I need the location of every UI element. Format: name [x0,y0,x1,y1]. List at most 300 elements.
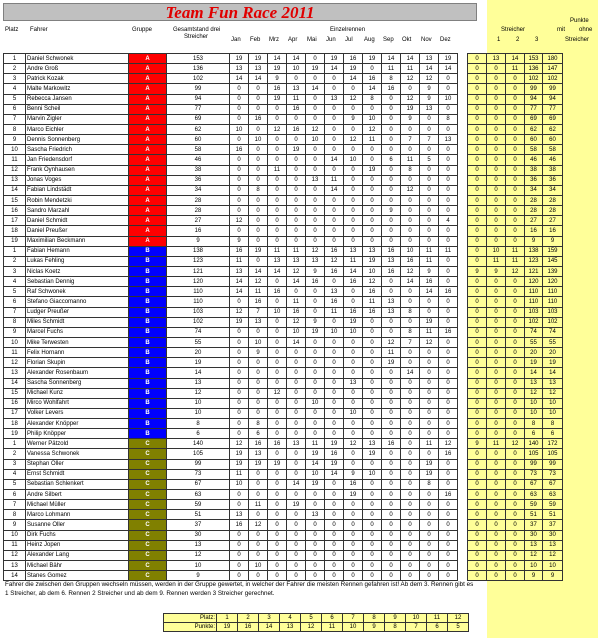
cell-streicher: 0 [468,185,487,195]
cell-month: 0 [268,530,287,540]
table-row [4,195,563,205]
cell-gruppe: B [129,419,167,429]
cell-month: 16 [287,307,306,317]
cell-gesamt: 16 [167,226,230,236]
cell-month: 0 [420,297,439,307]
cell-month: 0 [420,175,439,185]
cell-month: 0 [439,408,458,418]
cell-month: 0 [306,104,325,114]
cell-spacer [458,429,468,439]
cell-platz: 3 [4,74,26,84]
cell-gruppe: A [129,84,167,94]
cell-month: 0 [230,358,249,368]
cell-fahrer: Marco Lohmann [26,510,129,520]
table-row [4,175,563,185]
cell-month: 0 [268,540,287,550]
cell-month: 13 [230,266,249,276]
cell-month: 0 [344,398,363,408]
cell-month: 0 [287,287,306,297]
cell-spacer [458,530,468,540]
cell-mit: 73 [525,469,543,479]
cell-mit: 19 [525,358,543,368]
cell-gruppe: B [129,378,167,388]
cell-month: 13 [287,84,306,94]
cell-month: 0 [249,571,268,581]
cell-spacer [458,74,468,84]
cell-month: 12 [401,185,420,195]
cell-month: 16 [401,256,420,266]
cell-mit: 51 [525,510,543,520]
cell-gesamt: 13 [167,540,230,550]
month-header-8: Sep [383,37,394,43]
cell-spacer [458,550,468,560]
cell-month: 0 [439,429,458,439]
cell-month: 0 [249,145,268,155]
cell-mit: 13 [525,540,543,550]
cell-month: 6 [249,429,268,439]
cell-ohne: 19 [543,358,563,368]
cell-month: 0 [363,561,382,571]
cell-gruppe: A [129,206,167,216]
cell-ohne: 110 [543,297,563,307]
cell-month: 0 [382,114,401,124]
cell-gesamt: 73 [167,469,230,479]
cell-mit: 110 [525,297,543,307]
cell-streicher: 0 [487,195,506,205]
cell-gruppe: C [129,540,167,550]
cell-streicher: 0 [487,469,506,479]
cell-month: 0 [401,540,420,550]
cell-ohne: 67 [543,479,563,489]
cell-gruppe: C [129,530,167,540]
cell-streicher: 0 [506,277,525,287]
cell-streicher: 0 [468,571,487,581]
cell-fahrer: Andre Groß [26,64,129,74]
cell-month: 12 [401,94,420,104]
cell-month: 0 [325,408,344,418]
cell-month: 10 [344,155,363,165]
cell-month: 0 [325,358,344,368]
cell-streicher: 0 [506,226,525,236]
cell-month: 0 [382,175,401,185]
cell-fahrer: Marcel Fuchs [26,327,129,337]
cell-month: 0 [363,104,382,114]
cell-ohne: 62 [543,124,563,134]
cell-month: 16 [287,104,306,114]
cell-mit: 74 [525,327,543,337]
cell-month: 13 [363,246,382,256]
cell-streicher: 0 [468,500,487,510]
points-value: 9 [364,623,385,632]
cell-streicher: 0 [487,510,506,520]
cell-streicher: 0 [468,165,487,175]
cell-platz: 17 [4,216,26,226]
cell-month: 14 [230,74,249,84]
cell-month: 19 [363,449,382,459]
cell-month: 13 [249,449,268,459]
cell-streicher: 0 [468,64,487,74]
cell-streicher: 0 [487,124,506,134]
cell-month: 11 [439,246,458,256]
cell-gruppe: B [129,266,167,276]
cell-platz: 6 [4,104,26,114]
cell-mit: 138 [525,246,543,256]
cell-month: 0 [363,206,382,216]
cell-streicher: 0 [468,469,487,479]
cell-month: 0 [230,297,249,307]
cell-streicher: 0 [468,459,487,469]
cell-ohne: 147 [543,64,563,74]
table-row [4,297,563,307]
cell-month: 12 [344,135,363,145]
cell-month: 13 [344,378,363,388]
cell-platz: 11 [4,155,26,165]
cell-month: 0 [344,429,363,439]
cell-mit: 121 [525,266,543,276]
cell-fahrer: Felix Hornann [26,348,129,358]
cell-month: 12 [287,317,306,327]
cell-month: 0 [230,540,249,550]
cell-month: 0 [230,84,249,94]
cell-month: 16 [363,287,382,297]
cell-month: 14 [401,368,420,378]
cell-month: 0 [382,226,401,236]
cell-platz: 9 [4,327,26,337]
cell-spacer [458,104,468,114]
cell-streicher: 0 [487,94,506,104]
cell-month: 11 [287,297,306,307]
points-place: 9 [385,614,406,623]
cell-gesamt: 121 [167,266,230,276]
table-row [4,155,563,165]
cell-month: 9 [268,74,287,84]
cell-month: 0 [325,540,344,550]
cell-ohne: 103 [543,307,563,317]
cell-month: 11 [249,287,268,297]
cell-month: 0 [382,185,401,195]
cell-month: 0 [249,256,268,266]
header-ohne: ohne [579,27,593,33]
cell-month: 8 [401,327,420,337]
cell-month: 0 [249,195,268,205]
cell-month: 0 [382,94,401,104]
header-s1: 1 [497,37,501,43]
cell-month: 16 [325,297,344,307]
table-row [4,368,563,378]
cell-gesamt: 28 [167,206,230,216]
cell-mit: 140 [525,439,543,449]
cell-mit: 34 [525,185,543,195]
cell-month: 0 [420,185,439,195]
cell-month: 0 [382,500,401,510]
cell-gruppe: A [129,216,167,226]
cell-gruppe: B [129,348,167,358]
cell-month: 0 [382,520,401,530]
cell-ohne: 30 [543,530,563,540]
cell-streicher: 0 [506,165,525,175]
cell-streicher: 0 [468,337,487,347]
cell-streicher: 0 [506,195,525,205]
cell-month: 19 [420,469,439,479]
cell-month: 0 [439,530,458,540]
cell-gruppe: A [129,94,167,104]
cell-streicher: 0 [468,378,487,388]
cell-spacer [458,358,468,368]
points-value: 10 [343,623,364,632]
cell-month: 12 [230,307,249,317]
cell-streicher: 0 [468,317,487,327]
cell-month: 0 [306,550,325,560]
points-platz-label: Platz: [164,614,217,623]
cell-fahrer: Miles Schmidt [26,317,129,327]
cell-mit: 20 [525,348,543,358]
cell-mit: 62 [525,124,543,134]
cell-spacer [458,571,468,581]
cell-ohne: 27 [543,216,563,226]
cell-platz: 2 [4,64,26,74]
header-punkte: Punkte [570,18,589,24]
cell-month: 0 [268,368,287,378]
cell-streicher: 0 [506,510,525,520]
cell-month: 0 [344,206,363,216]
cell-streicher: 0 [506,378,525,388]
cell-streicher: 0 [506,287,525,297]
cell-month: 14 [306,84,325,94]
cell-month: 0 [268,236,287,246]
cell-month: 13 [382,256,401,266]
cell-mit: 9 [525,571,543,581]
cell-month: 0 [230,348,249,358]
cell-mit: 120 [525,277,543,287]
cell-platz: 9 [4,135,26,145]
cell-month: 14 [382,54,401,64]
cell-month: 0 [439,297,458,307]
cell-month: 0 [268,104,287,114]
cell-streicher: 0 [506,469,525,479]
cell-month: 10 [287,64,306,74]
cell-spacer [458,277,468,287]
cell-month: 0 [363,408,382,418]
cell-month: 0 [268,185,287,195]
cell-month: 10 [287,327,306,337]
cell-month: 0 [306,540,325,550]
cell-spacer [458,266,468,276]
cell-month: 10 [363,266,382,276]
cell-ohne: 159 [543,246,563,256]
cell-fahrer: Alexander Knöpper [26,419,129,429]
table-row [4,74,563,84]
cell-streicher: 0 [468,114,487,124]
cell-month: 0 [249,155,268,165]
cell-streicher: 0 [487,236,506,246]
cell-platz: 12 [4,165,26,175]
cell-streicher: 0 [487,64,506,74]
cell-month: 0 [420,540,439,550]
cell-month: 9 [344,114,363,124]
cell-month: 0 [363,226,382,236]
cell-month: 13 [439,135,458,145]
cell-month: 0 [401,236,420,246]
cell-month: 0 [363,510,382,520]
cell-mit: 103 [525,307,543,317]
cell-month: 0 [344,216,363,226]
cell-streicher: 0 [487,571,506,581]
cell-streicher: 0 [506,449,525,459]
cell-streicher: 0 [487,277,506,287]
cell-month: 0 [401,216,420,226]
cell-gruppe: A [129,195,167,205]
cell-month: 8 [363,94,382,104]
cell-month: 0 [230,530,249,540]
cell-mit: 30 [525,530,543,540]
cell-streicher: 0 [468,449,487,459]
cell-streicher: 0 [468,307,487,317]
cell-month: 10 [268,307,287,317]
cell-streicher: 0 [468,277,487,287]
cell-month: 0 [401,439,420,449]
table-row [4,216,563,226]
cell-spacer [458,206,468,216]
table-row [4,358,563,368]
cell-spacer [458,337,468,347]
month-header-9: Okt [402,37,412,43]
cell-month: 0 [439,175,458,185]
cell-month: 0 [287,358,306,368]
cell-streicher: 0 [468,327,487,337]
table-row [4,94,563,104]
cell-month: 19 [382,358,401,368]
cell-gesamt: 110 [167,297,230,307]
cell-month: 16 [249,114,268,124]
points-value: 6 [427,623,448,632]
cell-spacer [458,246,468,256]
cell-month: 0 [420,378,439,388]
cell-month: 0 [306,236,325,246]
cell-gesamt: 69 [167,114,230,124]
cell-streicher: 11 [506,256,525,266]
cell-mit: 27 [525,216,543,226]
cell-gesamt: 37 [167,520,230,530]
table-row [4,135,563,145]
cell-month: 0 [287,135,306,145]
table-row [4,520,563,530]
cell-month: 12 [249,277,268,287]
header-gruppe: Gruppe [132,27,153,33]
cell-streicher: 11 [487,439,506,449]
cell-month: 0 [325,195,344,205]
cell-fahrer: Mike Terwesten [26,337,129,347]
cell-platz: 19 [4,429,26,439]
cell-streicher: 0 [506,114,525,124]
table-row [4,348,563,358]
cell-month: 0 [306,520,325,530]
cell-month: 0 [325,500,344,510]
cell-month: 0 [230,561,249,571]
cell-month: 0 [306,348,325,358]
cell-month: 4 [439,216,458,226]
cell-mit: 102 [525,74,543,84]
cell-streicher: 0 [468,368,487,378]
cell-month: 12 [420,74,439,84]
cell-spacer [458,84,468,94]
table-row [4,479,563,489]
points-value: 5 [448,623,469,632]
cell-month: 0 [325,429,344,439]
table-row [4,337,563,347]
month-header-5: Jun [326,37,336,43]
cell-gesamt: 55 [167,337,230,347]
cell-streicher: 0 [468,226,487,236]
cell-month: 0 [268,429,287,439]
cell-gesamt: 46 [167,155,230,165]
cell-streicher: 0 [468,236,487,246]
cell-month: 0 [439,388,458,398]
cell-streicher: 0 [487,287,506,297]
cell-spacer [458,287,468,297]
cell-mit: 99 [525,459,543,469]
cell-gruppe: B [129,429,167,439]
cell-month: 13 [325,94,344,104]
points-value: 16 [238,623,259,632]
cell-gruppe: C [129,469,167,479]
cell-fahrer: Ernst Schmidt [26,469,129,479]
cell-platz: 18 [4,419,26,429]
cell-streicher: 0 [506,388,525,398]
table-row [4,469,563,479]
cell-ohne: 6 [543,429,563,439]
cell-gesamt: 13 [167,378,230,388]
cell-month: 0 [401,317,420,327]
cell-fahrer: Jan Friedensdorf [26,155,129,165]
cell-month: 0 [249,530,268,540]
cell-month: 11 [287,246,306,256]
cell-spacer [458,195,468,205]
table-row [4,378,563,388]
header-streicher-2: Streicher [565,37,590,43]
cell-gesamt: 20 [167,348,230,358]
table-row [4,104,563,114]
cell-month: 0 [363,317,382,327]
cell-mit: 69 [525,114,543,124]
header-streicher: Streicher [501,27,526,33]
cell-mit: 28 [525,206,543,216]
cell-month: 0 [249,94,268,104]
table-row [4,64,563,74]
cell-spacer [458,124,468,134]
cell-ohne: 73 [543,469,563,479]
cell-month: 19 [344,317,363,327]
cell-month: 0 [382,124,401,134]
cell-gesamt: 138 [167,246,230,256]
cell-month: 0 [230,135,249,145]
cell-month: 19 [230,317,249,327]
cell-month: 0 [325,216,344,226]
cell-gesamt: 60 [167,135,230,145]
cell-month: 0 [306,216,325,226]
cell-month: 0 [401,378,420,388]
cell-month: 19 [420,459,439,469]
cell-month: 12 [230,439,249,449]
cell-streicher: 0 [506,408,525,418]
cell-platz: 6 [4,490,26,500]
table-row [4,510,563,520]
cell-month: 12 [439,439,458,449]
cell-month: 0 [363,216,382,226]
table-row [4,236,563,246]
cell-month: 0 [344,297,363,307]
cell-fahrer: Andre Silbert [26,490,129,500]
cell-gruppe: C [129,449,167,459]
